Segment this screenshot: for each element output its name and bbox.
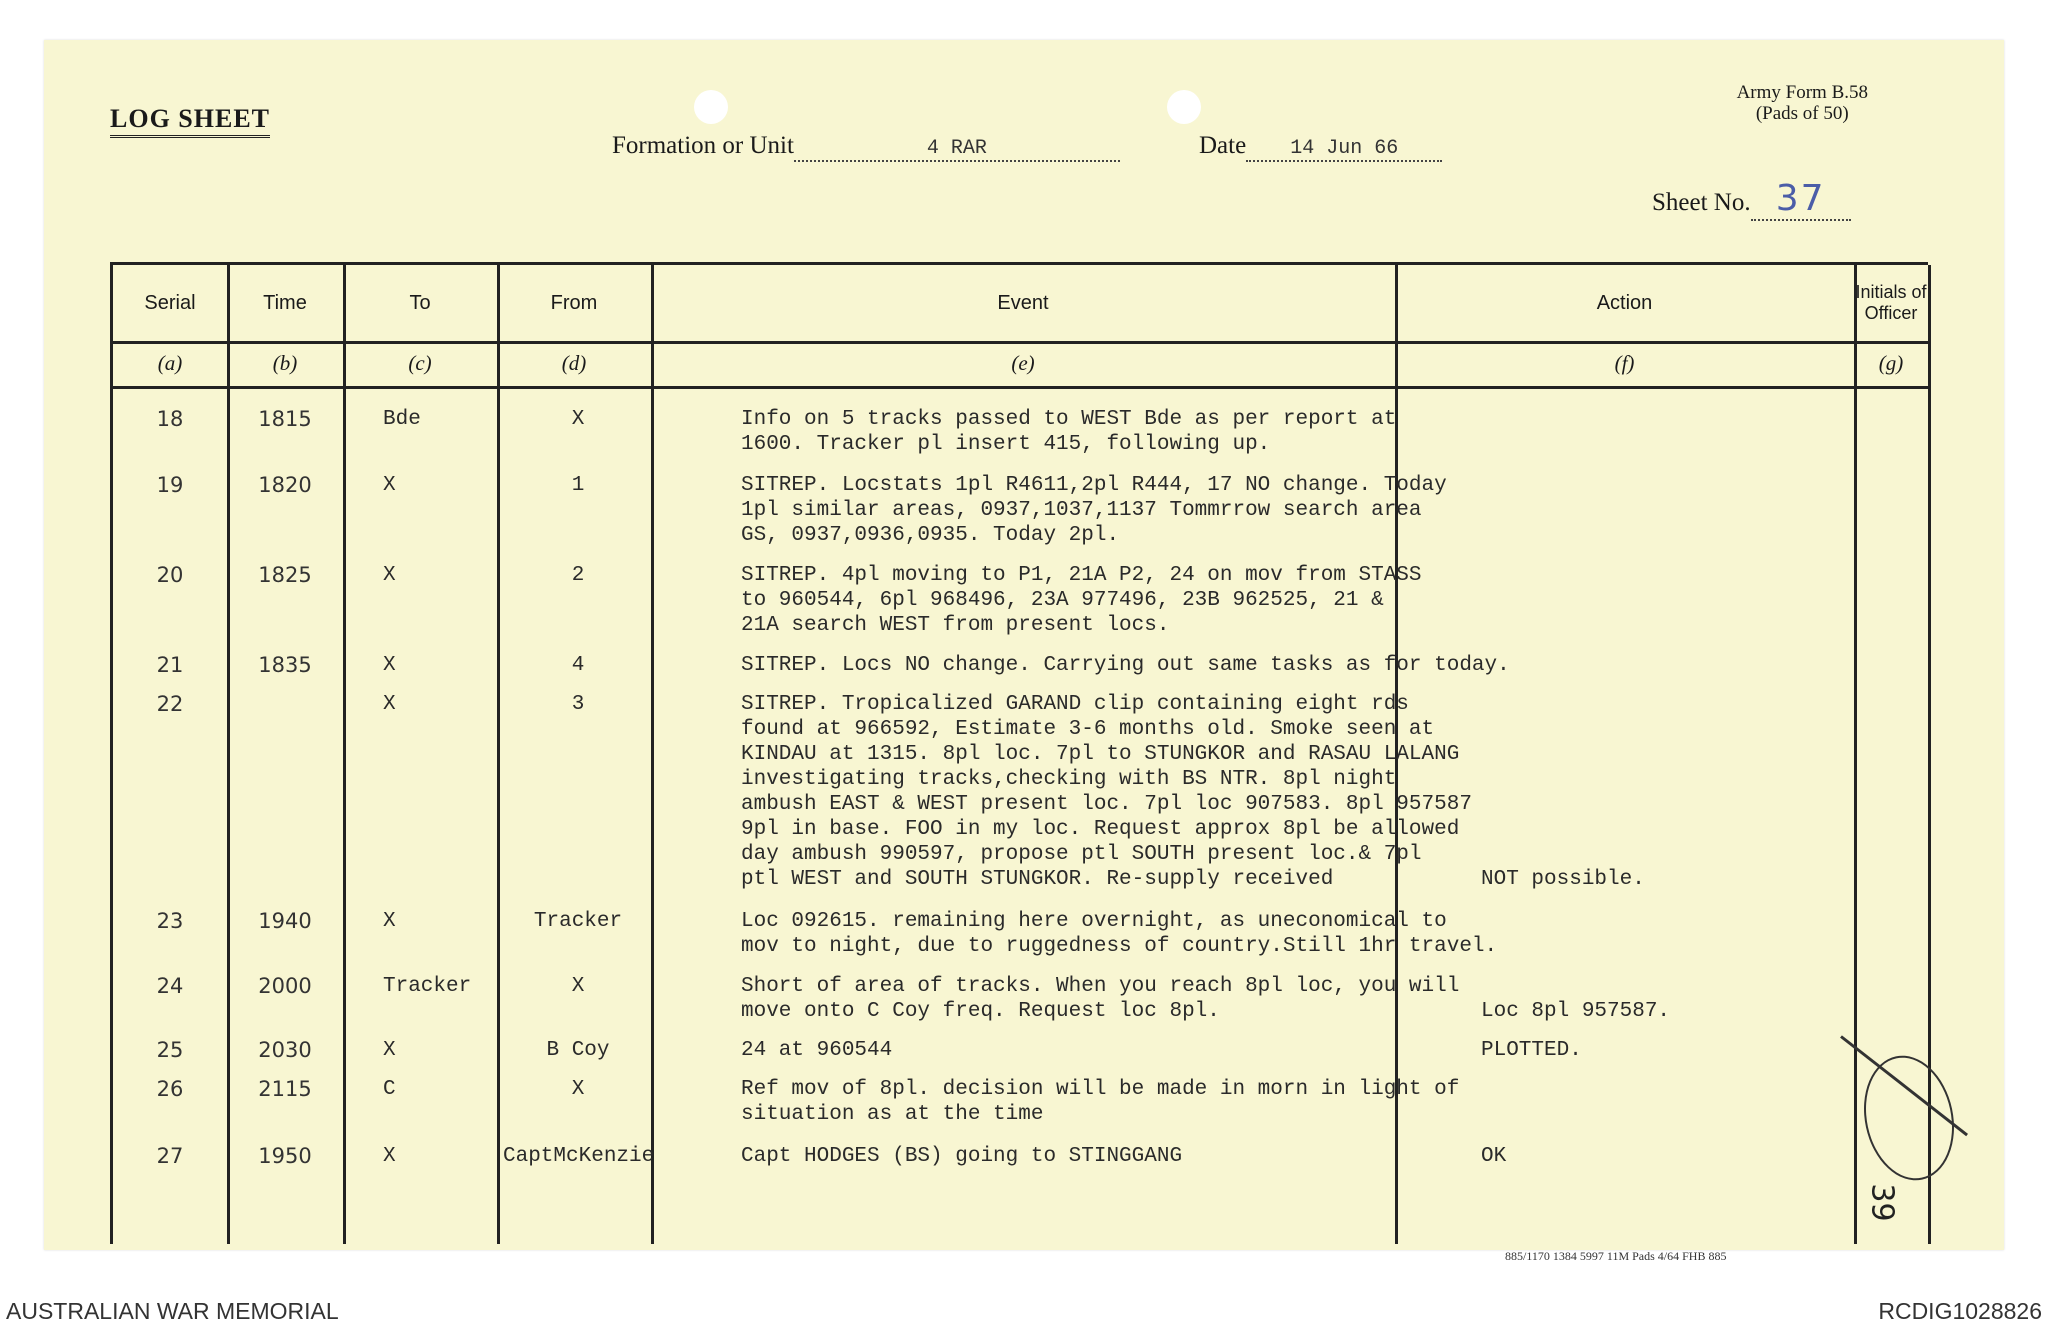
army-form-number: Army Form B.58 <box>1736 82 1868 103</box>
punch-hole-right <box>1167 90 1201 124</box>
row-time: 1950 <box>258 1144 312 1168</box>
sheet-number-field <box>1652 178 1851 221</box>
row-time: 1820 <box>258 473 312 497</box>
column-letter-c: (c) <box>408 351 432 375</box>
column-header-serial: Serial <box>144 291 196 314</box>
row-time: 2000 <box>258 974 312 998</box>
column-header-initials: Initials of Officer <box>1855 282 1927 323</box>
row-from: 3 <box>571 693 585 716</box>
row-from: 2 <box>571 564 585 587</box>
row-event: SITREP. Locs NO change. Carrying out same tasks as for today. <box>741 654 1510 677</box>
row-to: Tracker <box>383 975 472 998</box>
date-label: Date <box>1199 132 1247 159</box>
row-serial: 26 <box>156 1077 184 1101</box>
row-serial: 19 <box>156 473 184 497</box>
column-letter-e: (e) <box>1011 351 1035 375</box>
row-action: OK <box>1481 1145 1507 1168</box>
row-to: X <box>383 1145 396 1168</box>
row-from: B Coy <box>546 1039 610 1062</box>
row-action: NOT possible. <box>1481 868 1645 891</box>
row-serial: 20 <box>156 563 184 587</box>
row-event: SITREP. 4pl moving to P1, 21A P2, 24 on mov from STASS to 960544, 6pl 968496, 23A 977496, 23B 962525, 21 & 21A search WEST from present locs. <box>741 564 1422 637</box>
footer-record-id: RCDIG1028826 <box>1878 1298 2042 1324</box>
row-event: Ref mov of 8pl. decision will be made in morn in light of situation as at the time <box>741 1078 1460 1126</box>
row-event: Info on 5 tracks passed to WEST Bde as per report at 1600. Tracker pl insert 415, following up. <box>741 408 1397 456</box>
row-event: SITREP. Tropicalized GARAND clip containing eight rds found at 966592, Estimate 3-6 months old. Smoke seen at KINDAU at 1315. 8pl loc. 7pl to STUNGKOR and RASAU LALANG investigating tracks,checking with BS NTR. 8pl night ambush EAST & WEST present loc. 7pl loc 907583. 8pl 957587 9pl in base. FOO in my loc. Request approx 8pl be allowed day ambush 990597, propose ptl SOUTH present loc.& 7pl ptl WEST and SOUTH STUNGKOR. Re-supply received <box>741 693 1472 891</box>
print-code: 885/1170 1384 5997 11M Pads 4/64 FHB 885 <box>1505 1249 1727 1263</box>
row-to: X <box>383 910 396 933</box>
margin-note: 39 <box>1864 1183 1900 1222</box>
column-letter-f: (f) <box>1614 351 1635 375</box>
sheet-label: Sheet No. <box>1652 189 1751 216</box>
column-header-to: To <box>409 291 431 314</box>
column-header-event: Event <box>997 291 1049 314</box>
row-from: CaptMcKenzie <box>503 1145 655 1168</box>
formation-value: 4 RAR <box>794 137 1120 162</box>
column-header-action: Action <box>1596 291 1653 314</box>
row-serial: 25 <box>156 1038 184 1062</box>
row-action: PLOTTED. <box>1481 1039 1582 1062</box>
row-time: 1835 <box>258 653 312 677</box>
log-entries <box>113 265 1928 1244</box>
sheet-number-value: 37 <box>1751 178 1851 221</box>
formation-field <box>612 132 1120 162</box>
row-from: X <box>571 975 585 998</box>
row-from: Tracker <box>533 910 623 933</box>
row-to: X <box>383 654 396 677</box>
row-serial: 23 <box>156 909 184 933</box>
row-serial: 22 <box>156 692 184 716</box>
date-value: 14 Jun 66 <box>1246 137 1442 162</box>
row-serial: 24 <box>156 974 184 998</box>
row-action: Loc 8pl 957587. <box>1481 1000 1671 1023</box>
row-from: X <box>571 1078 585 1101</box>
row-to: X <box>383 474 396 497</box>
pads-note: (Pads of 50) <box>1755 103 1849 124</box>
row-to: C <box>383 1078 396 1101</box>
row-to: X <box>383 693 396 716</box>
column-header-time: Time <box>263 291 307 314</box>
column-header-from: From <box>550 291 598 314</box>
army-form-label <box>1737 82 1868 124</box>
column-letter-d: (d) <box>561 351 587 375</box>
row-time: 1940 <box>258 909 312 933</box>
row-serial: 27 <box>156 1144 184 1168</box>
column-letter-g: (g) <box>1878 351 1904 375</box>
row-time: 1815 <box>258 407 312 431</box>
footer-source: AUSTRALIAN WAR MEMORIAL <box>6 1298 339 1324</box>
row-from: X <box>571 408 585 431</box>
date-field <box>1199 132 1442 162</box>
row-to: X <box>383 564 396 587</box>
page-title: LOG SHEET <box>110 104 270 138</box>
row-event: 24 at 960544 <box>741 1039 893 1062</box>
row-from: 1 <box>571 474 585 497</box>
row-to: Bde <box>383 408 421 431</box>
log-sheet-paper <box>44 40 2004 1263</box>
row-event: Short of area of tracks. When you reach 8pl loc, you will move onto C Coy freq. Request loc 8pl. <box>741 975 1460 1023</box>
row-from: 4 <box>571 654 585 677</box>
row-time: 1825 <box>258 563 312 587</box>
column-letter-b: (b) <box>272 351 298 375</box>
formation-label: Formation or Unit <box>612 132 794 159</box>
row-time: 2030 <box>258 1038 312 1062</box>
column-letter-a: (a) <box>157 351 183 375</box>
row-event: Loc 092615. remaining here overnight, as uneconomical to mov to night, due to ruggedness of country.Still 1hr travel. <box>741 910 1498 958</box>
punch-hole-left <box>694 90 728 124</box>
row-time: 2115 <box>258 1077 312 1101</box>
row-serial: 21 <box>156 653 184 677</box>
row-event: SITREP. Locstats 1pl R4611,2pl R444, 17 NO change. Today 1pl similar areas, 0937,1037,1137 Tommrrow search area GS, 0937,0936,0935. Today 2pl. <box>741 474 1447 547</box>
log-table <box>110 262 1928 1263</box>
row-event: Capt HODGES (BS) going to STINGGANG <box>741 1145 1183 1168</box>
row-serial: 18 <box>156 407 184 431</box>
row-to: X <box>383 1039 396 1062</box>
